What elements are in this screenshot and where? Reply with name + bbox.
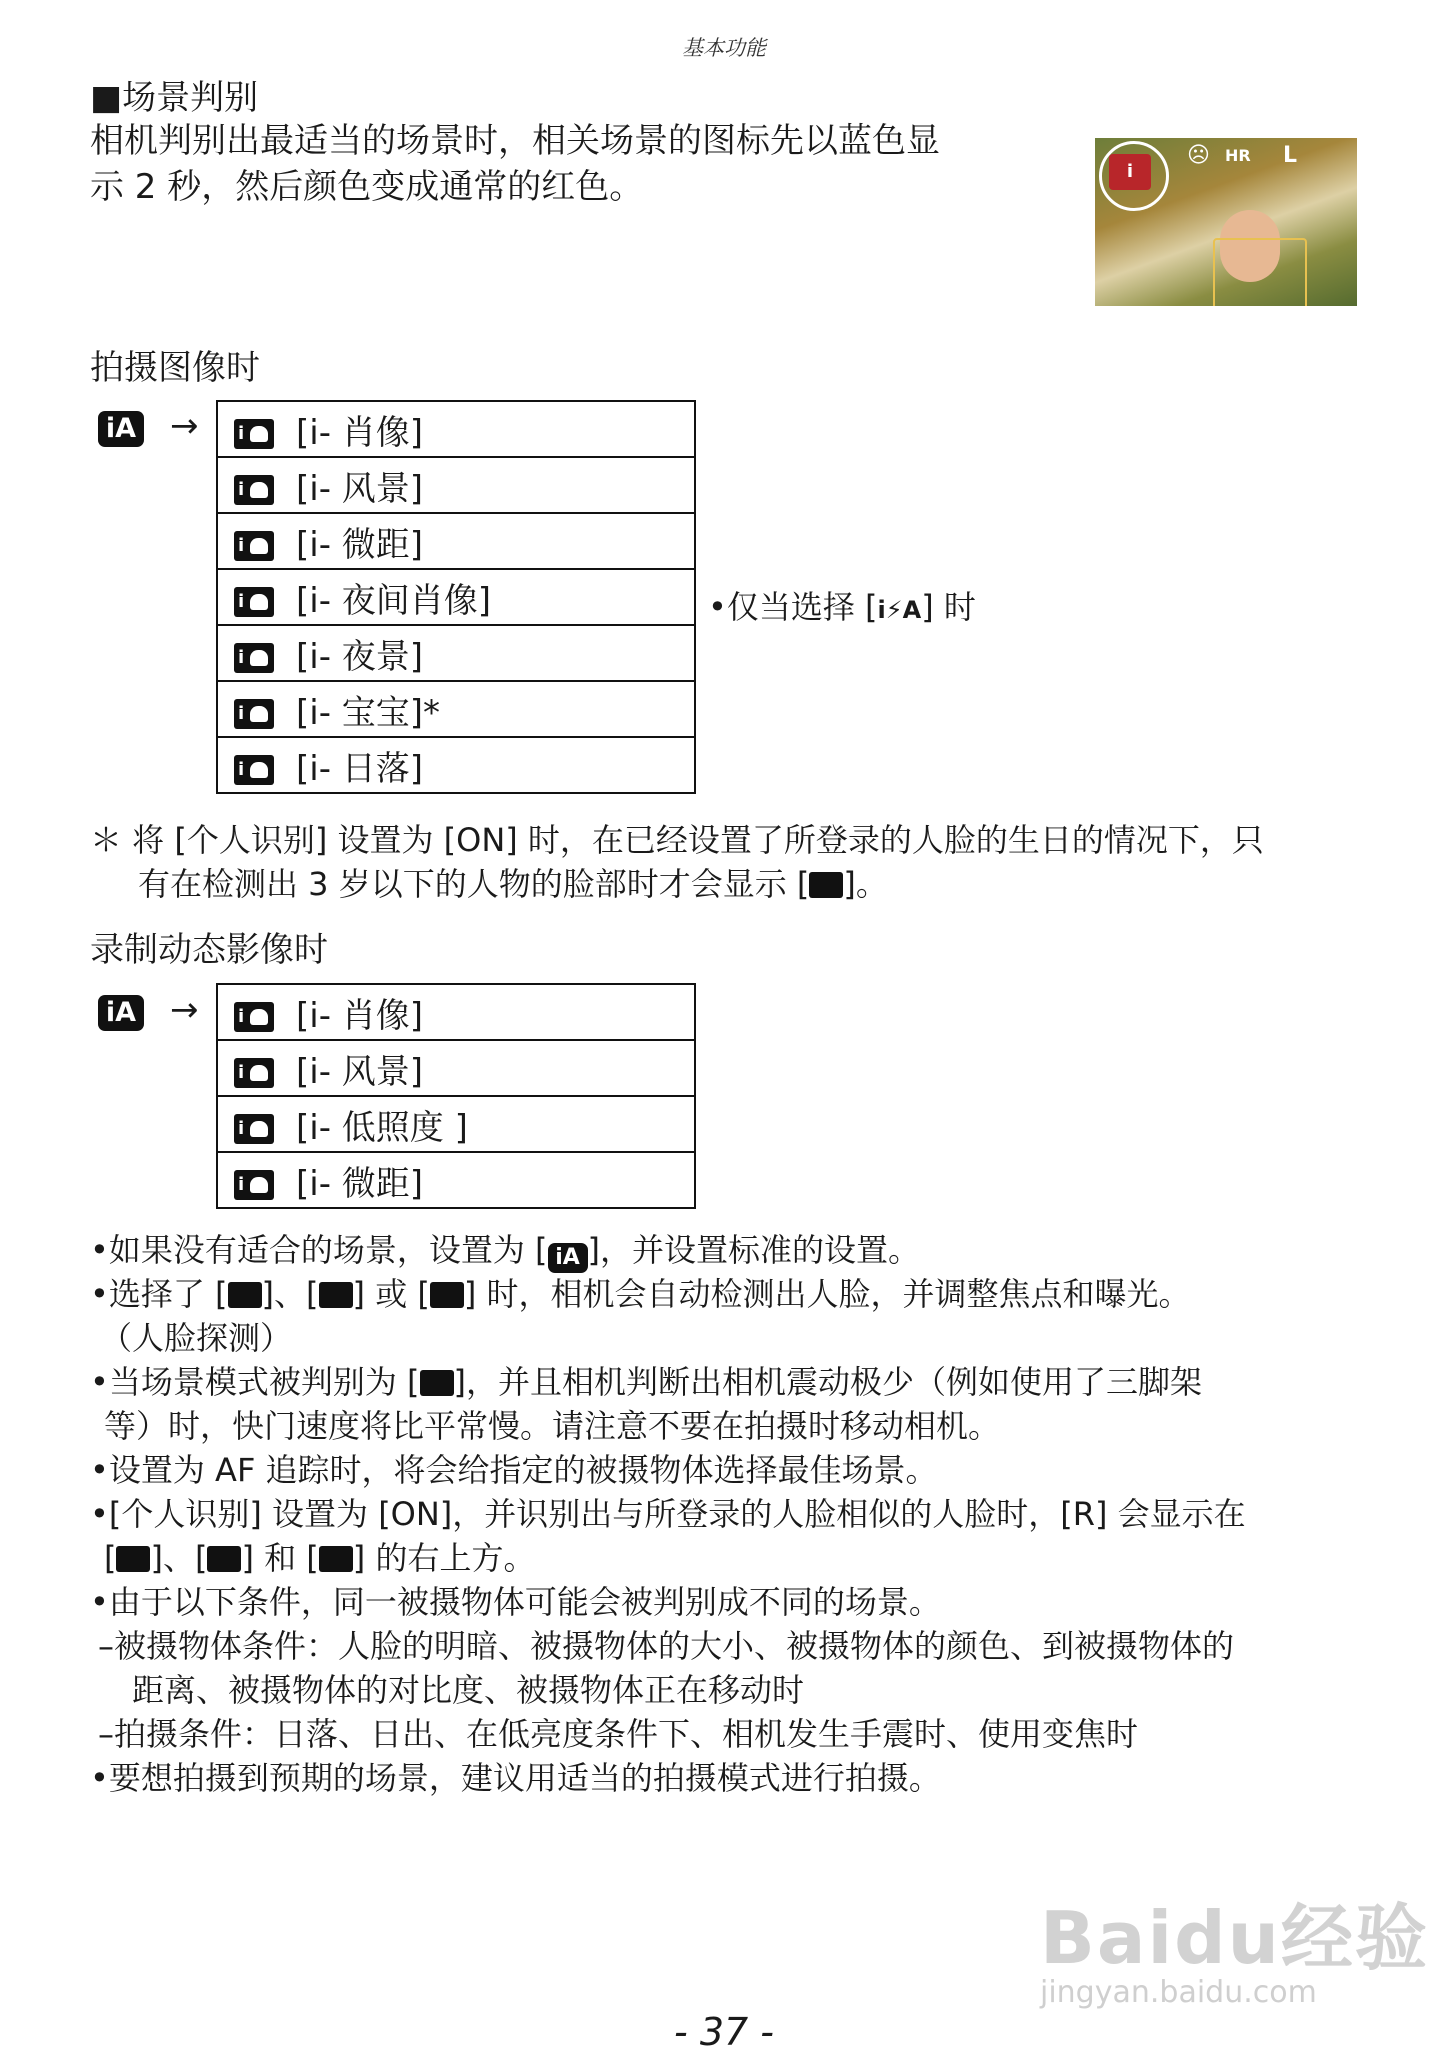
table-row xyxy=(217,569,695,625)
footnote-line-2: 有在检测出 3 岁以下的人物的脸部时才会显示 [ ]。 xyxy=(138,865,888,903)
video-heading: 录制动态影像时 xyxy=(90,930,328,970)
mode-label: [i- 夜间肖像] xyxy=(296,580,492,621)
mode-label: [i- 肖像] xyxy=(296,995,424,1036)
intro-line-2: 示 2 秒，然后颜色变成通常的红色。 xyxy=(90,167,644,207)
arrow-icon: → xyxy=(170,406,199,446)
mode-label: [i- 微距] xyxy=(296,1163,424,1204)
i-scenery-icon xyxy=(234,475,274,505)
bullet-6-sub-2: –拍摄条件：日落、日出、在低亮度条件下、相机发生手震时、使用变焦时 xyxy=(98,1715,1139,1753)
table-row xyxy=(217,737,695,793)
table-row xyxy=(217,1040,695,1096)
bullet-5: •[个人识别] 设置为 [ON]，并识别出与所登录的人脸相似的人脸时，[R] 会显示在 xyxy=(90,1495,1246,1533)
mode-label: [i- 低照度 ] xyxy=(296,1107,468,1148)
table-row xyxy=(217,457,695,513)
bullet-5-line-2: [ ]、[ ] 和 [ ] 的右上方。 xyxy=(104,1539,536,1577)
mode-label: [i- 微距] xyxy=(296,524,424,565)
table-row xyxy=(217,1096,695,1152)
bullet-6: •由于以下条件，同一被摄物体可能会被判别成不同的场景。 xyxy=(90,1583,941,1621)
side-note: •仅当选择 [i⚡A] 时 xyxy=(708,588,976,626)
i-baby-icon xyxy=(319,1546,353,1572)
video-mode-table xyxy=(216,983,696,1209)
watermark-url: jingyan.baidu.com xyxy=(1040,1975,1317,2010)
i-night-scenery-icon xyxy=(420,1370,454,1396)
bullet-1: •如果没有适合的场景，设置为 [ iA ]，并设置标准的设置。 xyxy=(90,1228,920,1273)
i-night-scenery-icon xyxy=(234,643,274,673)
table-row xyxy=(217,401,695,457)
i-baby-icon xyxy=(234,699,274,729)
stabilizer-icon: ☹ xyxy=(1187,143,1210,168)
i-portrait-icon xyxy=(234,1002,274,1032)
mode-label: [i- 宝宝]* xyxy=(296,692,441,733)
i-portrait-icon xyxy=(234,419,274,449)
intelligent-flash-icon: i⚡A xyxy=(877,596,922,624)
i-scenery-icon xyxy=(234,1058,274,1088)
mode-label: [i- 风景] xyxy=(296,1051,424,1092)
mode-label: [i- 日落] xyxy=(296,748,424,789)
i-night-portrait-icon xyxy=(319,1282,353,1308)
intro-line-1: 相机判别出最适当的场景时，相关场景的图标先以蓝色显 xyxy=(90,121,940,161)
mode-label: [i- 肖像] xyxy=(296,412,424,453)
bullet-4: •设置为 AF 追踪时，将会给指定的被摄物体选择最佳场景。 xyxy=(90,1451,938,1489)
photo-mode-table xyxy=(216,400,696,794)
scene-mode-icon: i xyxy=(1109,154,1151,190)
face-detection-frame xyxy=(1213,238,1307,306)
section-title: ■场景判别 xyxy=(90,78,259,118)
table-row xyxy=(217,513,695,569)
baidu-watermark-logo: Baidu经验 xyxy=(1040,1896,1429,1980)
i-sunset-icon xyxy=(234,755,274,785)
i-baby-icon xyxy=(430,1282,464,1308)
bullet-7: •要想拍摄到预期的场景，建议用适当的拍摄模式进行拍摄。 xyxy=(90,1759,941,1797)
mode-label: [i- 夜景] xyxy=(296,636,424,677)
i-low-light-icon xyxy=(234,1114,274,1144)
i-baby-icon xyxy=(809,872,843,898)
i-night-portrait-icon xyxy=(234,587,274,617)
table-row xyxy=(217,681,695,737)
mode-label: [i- 风景] xyxy=(296,468,424,509)
arrow-icon: → xyxy=(170,990,199,1030)
bullet-2-line-2: （人脸探测） xyxy=(100,1319,293,1357)
footnote-line-1: ＊ 将 [个人识别] 设置为 [ON] 时，在已经设置了所登录的人脸的生日的情况下，只 xyxy=(90,821,1264,859)
quality-icon: HR xyxy=(1225,146,1251,165)
bullet-2: •选择了 [ ]、[ ] 或 [ ] 时，相机会自动检测出人脸，并调整焦点和曝光。 xyxy=(90,1275,1191,1313)
bullet-6-sub-1: –被摄物体条件：人脸的明暗、被摄物体的大小、被摄物体的颜色、到被摄物体的 xyxy=(98,1627,1235,1665)
bullet-3: •当场景模式被判别为 [ ]，并且相机判断出相机震动极少（例如使用了三脚架 xyxy=(90,1363,1203,1401)
page-number: - 37 - xyxy=(674,2010,774,2054)
table-row xyxy=(217,984,695,1040)
i-macro-icon xyxy=(234,531,274,561)
table-row xyxy=(217,1152,695,1208)
ia-mode-icon: iA xyxy=(98,995,144,1031)
ia-mode-icon: iA xyxy=(548,1243,588,1273)
page-header: 基本功能 xyxy=(682,36,766,60)
bullet-6-sub-1-line-2: 距离、被摄物体的对比度、被摄物体正在移动时 xyxy=(132,1671,805,1709)
bullet-3-line-2: 等）时，快门速度将比平常慢。请注意不要在拍摄时移动相机。 xyxy=(104,1407,1001,1445)
i-portrait-icon xyxy=(228,1282,262,1308)
table-row xyxy=(217,625,695,681)
size-icon: L xyxy=(1283,143,1298,168)
camera-preview-image xyxy=(1095,138,1357,306)
i-night-portrait-icon xyxy=(207,1546,241,1572)
ia-mode-icon: iA xyxy=(98,411,144,447)
photo-heading: 拍摄图像时 xyxy=(90,348,260,388)
i-portrait-icon xyxy=(116,1546,150,1572)
i-macro-icon xyxy=(234,1170,274,1200)
